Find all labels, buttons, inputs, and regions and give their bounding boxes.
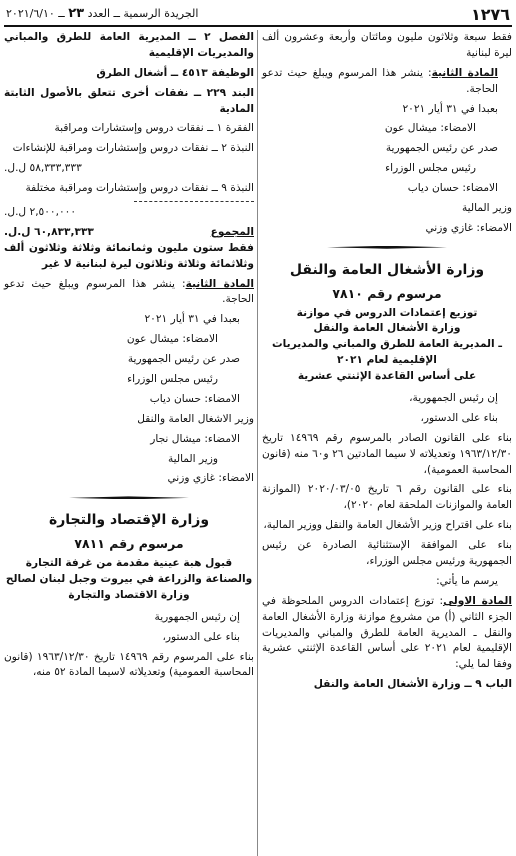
decree-date: بعبدا في ٣١ أيار ٢٠٢١ <box>402 102 498 115</box>
decree-subject-line: على أساس القاعدة الإثنتي عشرية <box>297 370 477 383</box>
decree-subject-line: الإقليمية لعام ٢٠٢١ <box>337 354 437 367</box>
article-label: المادة الثانية <box>185 277 254 290</box>
right-column <box>262 30 512 697</box>
amount: ٥٨,٣٣٣,٣٣٣ ل.ل. <box>4 162 82 175</box>
signature-president: الامضاء: ميشال عون <box>384 122 476 135</box>
article-two <box>4 277 254 309</box>
decree-subject: قبول هبة عينية مقدمة من غرفة التجارة والصناعة والزراعة في بيروت وجبل لبنان لصالح وزارة الاقتصاد والتجارة <box>5 557 253 601</box>
finance-minister-title: وزير المالية <box>461 202 512 215</box>
preamble: بناء على المرسوم رقم ١٤٩٦٩ تاريخ ١٩٦٣/١٢/٣٠ (قانون المحاسبة العمومية) وتعديلاته لاسيما المادة ٥٢ منه، <box>4 650 254 679</box>
article-text: : ينشر هذا المرسوم ويبلغ حيث تدعو الحاجة. <box>262 66 498 95</box>
decree-subject-line: توزيع إعتمادات الدروس في موازنة <box>296 306 478 319</box>
signature-public-works: الامضاء: ميشال نجار <box>150 432 240 445</box>
signature-pm: الامضاء: حسان دياب <box>407 182 498 195</box>
finance-minister-title: وزير المالية <box>167 452 218 465</box>
issued-by: صدر عن رئيس الجمهورية <box>385 142 498 155</box>
left-column <box>4 30 254 685</box>
budget-chapter: الباب ٩ ــ وزارة الأشغال العامة والنقل <box>313 678 512 691</box>
decree-number: مرسوم رقم ٧٨١٠ <box>332 285 442 301</box>
total-row <box>4 225 254 241</box>
article-text: : ينشر هذا المرسوم ويبلغ حيث تدعو الحاجة. <box>4 277 254 306</box>
section-ornament <box>69 493 189 502</box>
preamble: بناء على الدستور، <box>162 630 240 643</box>
total-label: المجموع <box>210 225 254 238</box>
preamble: بناء على اقتراح وزير الأشغال العامة والنقل ووزير المالية، <box>263 519 512 532</box>
article-two <box>262 66 512 98</box>
gazette-title: الجريدة الرسمية ــ العدد <box>87 7 199 20</box>
budget-subitem: النبذة ٢ ــ نفقات دروس وإستشارات ومراقبة للإنشاءات <box>12 142 254 155</box>
prime-minister-title: رئيس مجلس الوزراء <box>385 162 476 175</box>
total-amount: ٦٠,٨٣٣,٣٣٣ ل.ل. <box>4 225 94 238</box>
gazette-info <box>6 4 198 24</box>
total-in-words: فقط ستون مليون وثمانمائة وثلاثة وثلاثون ألف وثلاثمائة وثلاثة وثلاثون ليرة لبنانية لا غير <box>4 241 254 270</box>
preamble: إن رئيس الجمهورية <box>154 610 240 623</box>
issue-date: ــ ٢٠٢١/٦/١٠ <box>6 7 65 20</box>
preamble: بناء على الموافقة الإستثنائية الصادرة عن رئيس الجمهورية ورئيس مجلس الوزراء، <box>262 539 512 568</box>
decree-subject-line: ـ المديرية العامة للطرق والمباني والمديريات <box>272 338 502 351</box>
page-header <box>0 0 516 24</box>
prime-minister-title: رئيس مجلس الوزراء <box>127 373 218 386</box>
signature-president: الامضاء: ميشال عون <box>126 333 218 346</box>
decree-date: بعبدا في ٣١ أيار ٢٠٢١ <box>144 313 240 326</box>
budget-subitem: النبذة ٩ ــ نفقات دروس وإستشارات ومراقبة مختلفة <box>25 182 254 195</box>
signature-finance: الامضاء: غازي وزني <box>425 221 512 234</box>
public-works-minister-title: وزير الاشغال العامة والنقل <box>137 412 254 425</box>
budget-paragraph: الفقرة ١ ــ نفقات دروس وإستشارات ومراقبة <box>54 122 254 135</box>
section-ornament <box>327 243 447 252</box>
budget-section: الفصل ٢ ــ المديرية العامة للطرق والمباني والمديريات الإقليمية <box>4 31 254 59</box>
article-label: المادة الاولى <box>443 594 512 607</box>
budget-function: الوظيفة ٤٥١٣ ــ أشغال الطرق <box>96 66 254 79</box>
article-label: المادة الثانية <box>431 66 498 79</box>
amount-in-words: فقط سبعة وثلاثون مليون ومائتان وأربعة وعشرون ألف ليرة لبنانية <box>262 31 512 59</box>
signature-finance: الامضاء: غازي وزني <box>167 472 254 485</box>
header-rule <box>4 25 512 27</box>
preamble: إن رئيس الجمهورية، <box>409 392 498 404</box>
signature-pm: الامضاء: حسان دياب <box>149 392 240 405</box>
ministry-title: وزارة الإقتصاد والتجارة <box>48 512 210 529</box>
sum-rule <box>134 201 254 202</box>
preamble: بناء على القانون رقم ٦ تاريخ ٢٠٢٠/٠٣/٠٥ (الموازنة العامة والموازنات الملحقة لعام ٢٠٢٠)، <box>262 483 512 512</box>
ministry-title: وزارة الأشغال العامة والنقل <box>289 261 485 278</box>
budget-item: البند ٢٢٩ ــ نفقات أخرى تتعلق بالأصول الثابتة المادية <box>4 86 254 115</box>
amount: ٢,٥٠٠,٠٠٠ ل.ل. <box>4 206 77 219</box>
preamble: بناء على الدستور، <box>420 411 498 424</box>
article-text: : توزع إعتمادات الدروس الملحوظة في الجزء الثاني (أ) من مشروع موازنة وزارة الأشغال العامة والنقل ـ المديرية العامة للطرق والمباني والمديريات الإقليمية لعام ٢٠٢١ على أساس القاعدة الإثنتي عشرية وفقا لما يلي: <box>262 594 512 671</box>
preamble: بناء على القانون الصادر بالمرسوم رقم ١٤٩٦٩ تاريخ ١٩٦٣/١٢/٣٠ وتعديلاته لا سيما المادتين ٢٦ و٦٠ منه (قانون المحاسبة العمومية)، <box>262 431 512 476</box>
column-divider <box>257 30 258 856</box>
decree-subject-line: وزارة الأشغال العامة والنقل <box>313 322 461 335</box>
decree-clause: يرسم ما يأتي: <box>436 574 498 587</box>
page-number: ١٢٧٦ <box>470 5 510 24</box>
issue-number: ٢٣ <box>68 6 85 21</box>
article-one <box>262 594 512 673</box>
decree-number: مرسوم رقم ٧٨١١ <box>74 536 184 552</box>
issued-by: صدر عن رئيس الجمهورية <box>127 353 240 366</box>
